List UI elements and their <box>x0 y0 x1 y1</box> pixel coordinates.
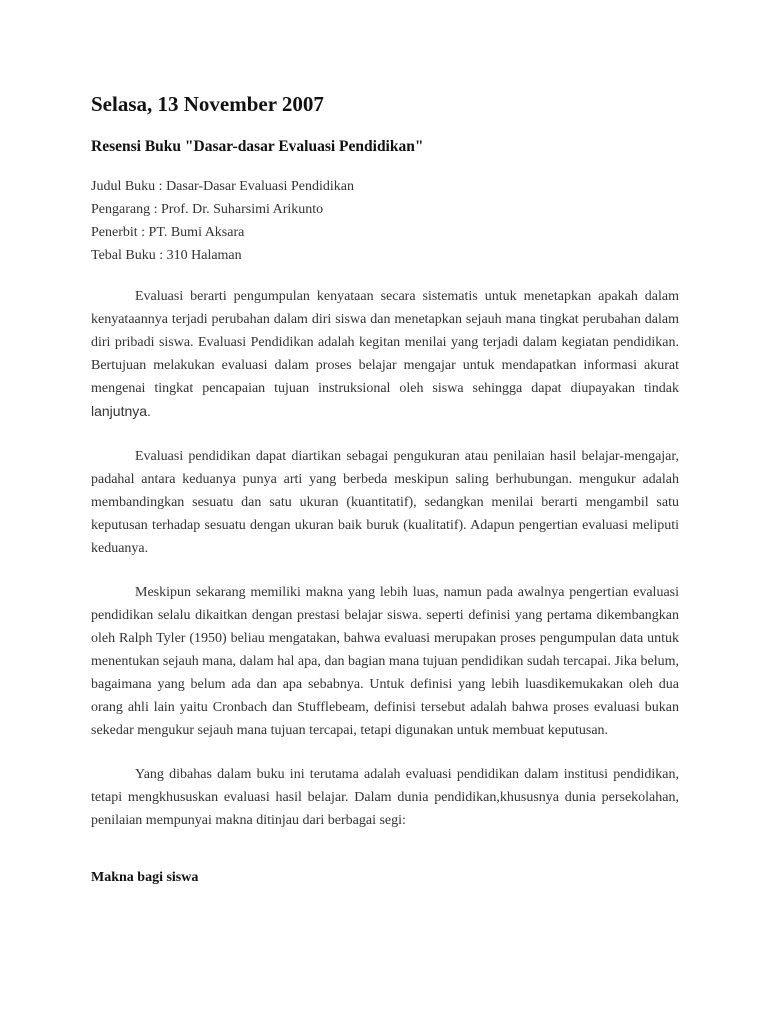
book-pages-line: Tebal Buku : 310 Halaman <box>91 248 242 263</box>
paragraph-1-text: Evaluasi berarti pengumpulan kenyataan secara sistematis untuk menetapkan apakah dalam kenyataannya terjadi perubahan dalam diri siswa dan menetapkan sejauh mana tingkat perubahan dalam diri pribadi siswa. Evaluasi Pendidikan adalah kegitan menilai yang terjadi dalam kegiatan pendidikan. Bertujuan melakukan evaluasi dalam proses belajar mengajar untuk mendapatkan informasi akurat mengenai tingkat pencapaian tujuan instruksional oleh siswa sehingga dapat diupayakan tindak <box>91 289 679 396</box>
book-author-line: Pengarang : Prof. Dr. Suharsimi Arikunto <box>91 202 324 217</box>
paragraph-3: Meskipun sekarang memiliki makna yang lebih luas, namun pada awalnya pengertian evaluasi pendidikan selalu dikaitkan dengan prestasi belajar siswa. seperti definisi yang pertama dikembangkan oleh Ralph Tyler (1950) beliau mengatakan, bahwa evaluasi merupakan proses pengumpulan data untuk menentukan sejauh mana, dalam hal apa, dan bagian mana tujuan pendidikan sudah tercapai. Jika belum, bagaimana yang belum ada dan apa sebabnya. Untuk definisi yang lebih luasdikemukakan oleh dua orang ahli lain yaitu Cronbach dan Stufflebeam, definisi tersebut adalah bahwa proses evaluasi bukan sekedar mengukur sejauh mana tujuan tercapai, tetapi digunakan untuk membuat keputusan. <box>91 585 679 738</box>
paragraph-2: Evaluasi pendidikan dapat diartikan sebagai pengukuran atau penilaian hasil belajar-mengajar, padahal antara keduanya punya arti yang berbeda meskipun saling berhubungan. mengukur adalah membandingkan sesuatu dan satu ukuran (kuantitatif), sedangkan menilai berarti mengambil satu keputusan terhadap sesuatu dengan ukuran baik buruk (kualitatif). Adapun pengertian evaluasi meliputi keduanya. <box>91 449 679 556</box>
review-body <box>91 285 679 853</box>
paragraph-4: Yang dibahas dalam buku ini terutama adalah evaluasi pendidikan dalam institusi pendidikan, tetapi mengkhususkan evaluasi hasil belajar. Dalam dunia pendidikan,khususnya dunia persekolahan, penilaian mempunyai makna ditinjau dari berbagai segi: <box>91 767 679 828</box>
book-publisher-line: Penerbit : PT. Bumi Aksara <box>91 225 245 240</box>
book-info <box>91 175 354 267</box>
paragraph-1 <box>91 285 679 424</box>
book-title-line: Judul Buku : Dasar-Dasar Evaluasi Pendidikan <box>91 179 354 194</box>
section-heading: Makna bagi siswa <box>91 870 199 885</box>
post-title: Resensi Buku "Dasar-dasar Evaluasi Pendidikan" <box>91 138 424 155</box>
paragraph-1-tail: lanjutnya. <box>91 403 151 419</box>
post-date: Selasa, 13 November 2007 <box>91 92 324 116</box>
